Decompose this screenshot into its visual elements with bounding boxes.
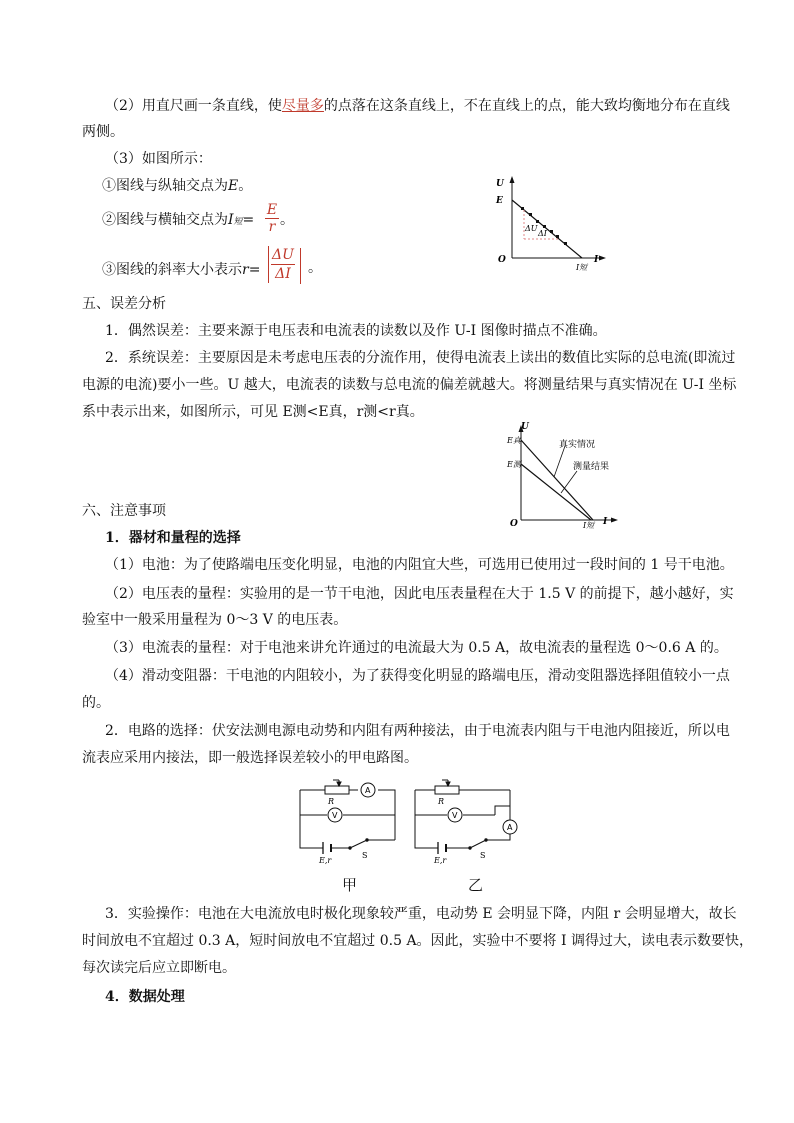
- fig2-true-label: 真实情况: [559, 440, 596, 450]
- para-2-line1: （2）用直尺画一条直线，使尽量多的点落在这条直线上，不在直线上的点，能大致均衡地分布在直线: [105, 98, 730, 114]
- s6-item-1a: （1）电池：为了使路端电压变化明显，电池的内阻宜大些，可选用已使用过一段时间的 1 号干电池。: [105, 557, 734, 573]
- item-1: ①图线与纵轴交点为E。: [102, 178, 253, 194]
- true-pointer: [554, 446, 565, 477]
- section-5-title: 五、误差分析: [82, 296, 166, 312]
- fig2-i-label: I: [603, 517, 608, 527]
- fig2-origin: O: [510, 519, 518, 529]
- red-mark: [300, 248, 301, 284]
- fig2-etrue-label: E真: [507, 436, 521, 445]
- measured-pointer: [561, 471, 577, 493]
- s5-item-1: 1．偶然误差：主要来源于电压表和电流表的读数以及作 U-I 图像时描点不准确。: [105, 323, 607, 339]
- s6-item-1-title: 1．器材和量程的选择: [105, 530, 241, 546]
- caption-jia: 甲: [342, 876, 358, 894]
- y-axis-arrow: [510, 176, 515, 183]
- s6-item-3-line3: 每次读完后应立即断电。: [82, 960, 236, 976]
- ui-graph-1: [490, 172, 610, 272]
- circuit-yi: [410, 778, 525, 866]
- fraction-du-over-di: ΔU ΔI: [268, 246, 295, 283]
- s6-item-1d-line1: （4）滑动变阻器：干电池的内阻较小，为了获得变化明显的路端电压，滑动变阻器选择阻值较小一点: [105, 668, 730, 684]
- circuit-jia: [295, 778, 405, 866]
- fig2-u-label: U: [521, 422, 529, 432]
- true-line: [521, 440, 596, 520]
- s6-item-2-line2: 流表应采用内接法，即一般选择误差较小的甲电路图。: [82, 750, 418, 766]
- fig2-emeas-label: E测: [507, 460, 521, 469]
- item-3-end: 。: [308, 260, 322, 276]
- switch: [470, 840, 486, 848]
- s6-item-3-line2: 时间放电不宜超过 0.3 A，短时间放电不宜超过 0.5 A。因此，实验中不要将 I 调得过大，读电表示数要快，: [82, 933, 753, 949]
- para-2-line2: 两侧。: [82, 124, 124, 140]
- fig1-ishort-label: I短: [576, 263, 588, 272]
- rheostat: [435, 786, 459, 794]
- s6-item-1d-line2: 的。: [82, 695, 110, 711]
- yi-r-label: R: [438, 797, 445, 806]
- s6-item-1b-line1: （2）电压表的量程：实验用的是一节干电池，因此电压表量程在大于 1.5 V 的前提下，越小越好，实: [105, 586, 734, 602]
- yi-a-label: A: [507, 823, 513, 832]
- fig1-e-label: E: [496, 196, 503, 206]
- fraction-e-over-r: E r: [266, 202, 278, 235]
- yi-s-label: S: [480, 851, 486, 860]
- s6-item-2-line1: 2．电路的选择：伏安法测电源电动势和内阻有两种接法，由于电流表内阻与干电池内阻接近，所以电: [105, 723, 730, 739]
- s6-item-1c: （3）电流表的量程：对于电池来讲允许通过的电流最大为 0.5 A，故电流表的量程选 0～0.6 A 的。: [105, 640, 728, 656]
- fig1-di-label: ΔI: [538, 229, 547, 238]
- ui-graph-2: [505, 420, 625, 530]
- s5-item-2-line2: 电源的电流)要小一些。U 越大，电流表的读数与总电流的偏差就越大。将测量结果与真实情况在 U-I 坐标: [82, 377, 737, 393]
- para-3-title: （3）如图所示：: [105, 151, 212, 167]
- jia-v-label: V: [332, 811, 338, 820]
- fig1-origin: O: [498, 255, 506, 265]
- x-axis-arrow: [611, 518, 618, 523]
- fig1-u-label: U: [496, 179, 504, 189]
- section-6-title: 六、注意事项: [82, 503, 166, 519]
- jia-er-label: E,r: [319, 856, 332, 865]
- s5-item-2-line1: 2．系统误差：主要原因是未考虑电压表的分流作用，使得电流表上读出的数值比实际的总电流(即流过: [105, 350, 736, 366]
- highlight-phrase: 尽量多: [281, 98, 324, 114]
- rheostat-slider: [446, 782, 450, 786]
- jia-a-label: A: [365, 786, 371, 795]
- rheostat-slider: [337, 782, 341, 786]
- caption-yi: 乙: [468, 876, 484, 894]
- jia-r-label: R: [328, 797, 335, 806]
- fig2-ishort-label: I短: [583, 521, 595, 530]
- x-axis-arrow: [599, 256, 606, 261]
- item-3: ③图线的斜率大小表示r=: [102, 262, 261, 278]
- yi-v-label: V: [452, 811, 458, 820]
- item-2-end: 。: [280, 212, 294, 228]
- fig2-meas-label: 测量结果: [573, 462, 610, 472]
- s6-item-3-line1: 3．实验操作：电池在大电流放电时极化现象较严重，电动势 E 会明显下降，内阻 r 会明显增大，故长: [105, 906, 737, 922]
- yi-er-label: E,r: [434, 856, 447, 865]
- switch: [350, 840, 367, 848]
- fig1-du-label: ΔU: [525, 224, 538, 233]
- jia-s-label: S: [362, 851, 368, 860]
- rheostat: [325, 786, 349, 794]
- s6-item-4: 4．数据处理: [105, 989, 185, 1005]
- item-2: ②图线与横轴交点为I短=: [102, 212, 255, 228]
- s6-item-1b-line2: 验室中一般采用量程为 0～3 V 的电压表。: [82, 612, 348, 628]
- s5-item-2-line3: 系中表示出来，如图所示，可见 E测<E真，r测<r真。: [82, 404, 424, 420]
- fig1-i-label: I: [594, 255, 599, 265]
